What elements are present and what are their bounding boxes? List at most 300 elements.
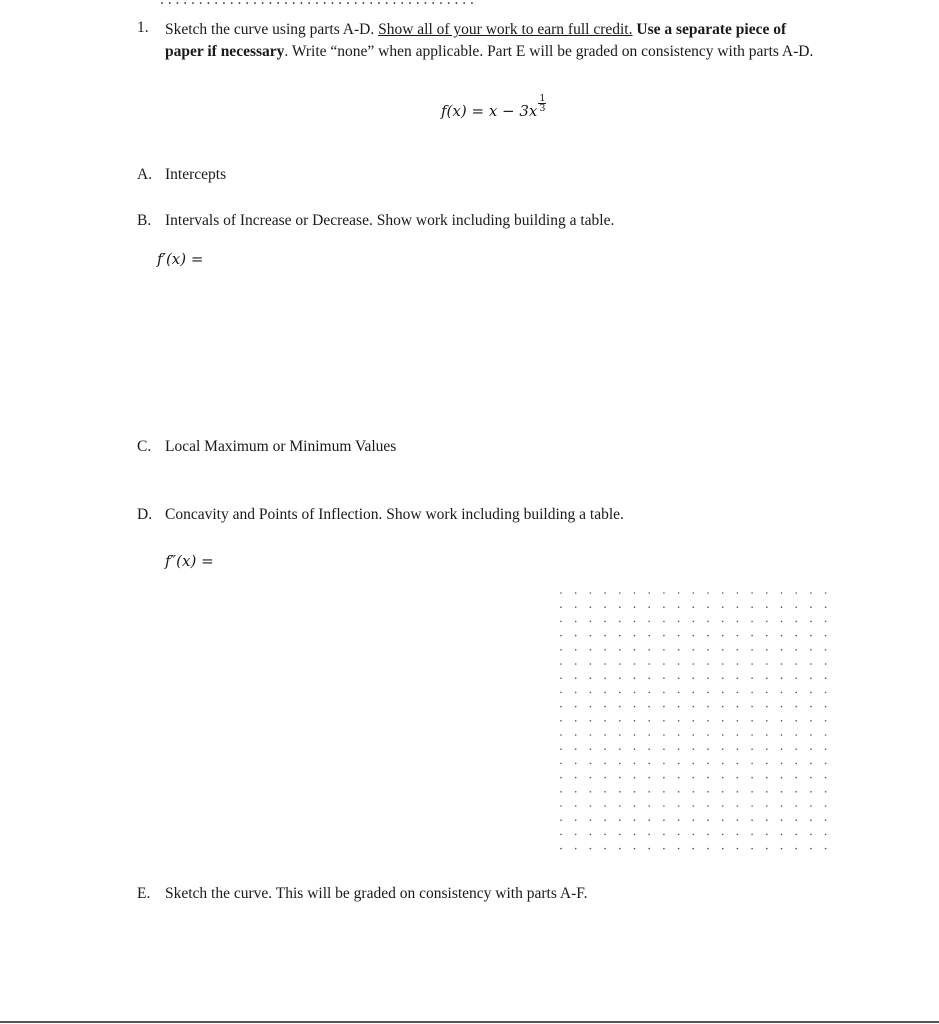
grid-dot <box>722 621 724 623</box>
grid-dot <box>825 748 827 750</box>
grid-dot <box>825 777 827 779</box>
grid-dot <box>575 692 577 694</box>
grid-dot <box>663 834 665 836</box>
grid-dot <box>810 677 812 679</box>
grid-dot <box>663 805 665 807</box>
function-formula <box>441 94 546 120</box>
grid-dot <box>648 848 650 850</box>
grid-dot <box>648 763 650 765</box>
grid-dot <box>737 606 739 608</box>
grid-dot <box>648 621 650 623</box>
grid-dot <box>560 763 562 765</box>
grid-dot <box>693 706 695 708</box>
grid-dot <box>810 635 812 637</box>
grid-dot <box>575 592 577 594</box>
grid-dot <box>678 720 680 722</box>
grid-dot <box>693 592 695 594</box>
instructions-bold: Use a separate piece of paper if necessary <box>165 21 787 60</box>
grid-dot <box>575 606 577 608</box>
grid-dot <box>737 763 739 765</box>
grid-dot <box>693 720 695 722</box>
grid-dot <box>619 819 621 821</box>
grid-dot <box>619 649 621 651</box>
grid-dot <box>634 635 636 637</box>
grid-dot <box>825 677 827 679</box>
grid-dot <box>707 763 709 765</box>
grid-dot <box>648 635 650 637</box>
grid-dot <box>678 805 680 807</box>
grid-dot <box>810 791 812 793</box>
grid-dot <box>590 848 592 850</box>
grid-dot <box>795 635 797 637</box>
grid-dot <box>590 663 592 665</box>
grid-dot <box>810 848 812 850</box>
grid-dot <box>751 734 753 736</box>
grid-dot <box>737 734 739 736</box>
exponent-denominator: 3 <box>539 103 546 114</box>
grid-dot <box>781 592 783 594</box>
grid-dot <box>663 819 665 821</box>
grid-dot <box>737 649 739 651</box>
grid-dot <box>751 777 753 779</box>
grid-dot <box>795 606 797 608</box>
grid-dot <box>781 805 783 807</box>
grid-dot <box>810 649 812 651</box>
grid-dot <box>766 706 768 708</box>
grid-dot <box>575 848 577 850</box>
grid-dot <box>751 819 753 821</box>
grid-dot <box>693 777 695 779</box>
grid-dot <box>722 720 724 722</box>
grid-dot <box>678 848 680 850</box>
grid-dot <box>604 720 606 722</box>
grid-dot <box>678 748 680 750</box>
grid-dot <box>795 592 797 594</box>
grid-dot <box>560 748 562 750</box>
grid-dot <box>781 819 783 821</box>
page-bottom-edge <box>0 1021 939 1023</box>
grid-dot <box>590 621 592 623</box>
question-number: 1. <box>137 19 149 36</box>
grid-dot <box>634 777 636 779</box>
grid-dot <box>634 649 636 651</box>
grid-dot <box>825 763 827 765</box>
grid-dot <box>575 777 577 779</box>
exponent-numerator: 1 <box>539 93 546 104</box>
grid-dot <box>619 763 621 765</box>
grid-dot <box>604 592 606 594</box>
grid-dot <box>707 635 709 637</box>
grid-dot <box>648 592 650 594</box>
part-d-text: Concavity and Points of Inflection. Show work including building a table. <box>165 506 624 523</box>
grid-dot <box>781 692 783 694</box>
grid-dot <box>619 748 621 750</box>
grid-dot <box>722 834 724 836</box>
grid-dot <box>737 805 739 807</box>
grid-dot <box>766 663 768 665</box>
grid-dot <box>663 663 665 665</box>
grid-dot <box>693 621 695 623</box>
grid-dot <box>619 777 621 779</box>
grid-dot <box>560 592 562 594</box>
grid-dot <box>663 635 665 637</box>
grid-dot <box>590 734 592 736</box>
grid-dot <box>678 791 680 793</box>
grid-dot <box>678 777 680 779</box>
grid-dot <box>751 663 753 665</box>
grid-dot <box>560 848 562 850</box>
grid-dot <box>795 777 797 779</box>
grid-dot <box>795 706 797 708</box>
first-derivative-label: f′(x) = <box>157 250 204 268</box>
grid-dot <box>619 805 621 807</box>
grid-dot <box>707 791 709 793</box>
grid-dot <box>810 706 812 708</box>
grid-dot <box>693 677 695 679</box>
grid-dot <box>737 848 739 850</box>
grid-dot <box>634 592 636 594</box>
grid-dot <box>722 734 724 736</box>
grid-dot <box>751 649 753 651</box>
grid-dot <box>766 592 768 594</box>
grid-dot <box>575 621 577 623</box>
grid-dot <box>781 663 783 665</box>
grid-dot <box>766 606 768 608</box>
grid-dot <box>590 748 592 750</box>
grid-dot <box>575 663 577 665</box>
grid-dot <box>751 720 753 722</box>
grid-dot <box>590 606 592 608</box>
grid-dot <box>795 621 797 623</box>
grid-dot <box>678 621 680 623</box>
grid-dot <box>619 621 621 623</box>
part-e-text: Sketch the curve. This will be graded on consistency with parts A-F. <box>165 885 588 902</box>
grid-dot <box>619 706 621 708</box>
grid-dot <box>751 763 753 765</box>
grid-dot <box>604 777 606 779</box>
grid-dot <box>648 606 650 608</box>
grid-dot <box>693 606 695 608</box>
grid-dot <box>810 692 812 694</box>
grid-dot <box>575 791 577 793</box>
grid-dot <box>648 692 650 694</box>
grid-dot <box>795 720 797 722</box>
grid-dot <box>781 621 783 623</box>
grid-dot <box>560 692 562 694</box>
grid-dot <box>722 706 724 708</box>
grid-dot <box>781 748 783 750</box>
grid-dot <box>707 663 709 665</box>
grid-dot <box>648 748 650 750</box>
grid-dot <box>604 606 606 608</box>
part-a-text: Intercepts <box>165 166 227 183</box>
grid-dot <box>766 621 768 623</box>
grid-dot <box>781 734 783 736</box>
grid-dot <box>575 819 577 821</box>
grid-dot <box>663 848 665 850</box>
grid-dot <box>766 649 768 651</box>
grid-dot <box>663 777 665 779</box>
question-instructions <box>165 19 815 63</box>
grid-dot <box>648 720 650 722</box>
grid-dot <box>737 677 739 679</box>
grid-dot <box>781 763 783 765</box>
grid-dot <box>590 649 592 651</box>
grid-dot <box>575 734 577 736</box>
grid-dot <box>810 777 812 779</box>
grid-dot <box>707 748 709 750</box>
grid-dot <box>619 592 621 594</box>
grid-dot <box>722 748 724 750</box>
grid-dot <box>575 748 577 750</box>
grid-dot <box>737 834 739 836</box>
grid-dot <box>707 606 709 608</box>
formula-exponent <box>538 94 546 113</box>
grid-dot <box>619 720 621 722</box>
grid-dot <box>810 734 812 736</box>
grid-dot <box>751 706 753 708</box>
grid-dot <box>751 834 753 836</box>
grid-dot <box>766 819 768 821</box>
grid-dot <box>810 748 812 750</box>
grid-dot <box>604 706 606 708</box>
grid-dot <box>722 592 724 594</box>
grid-dot <box>737 692 739 694</box>
grid-dot <box>693 734 695 736</box>
grid-dot <box>560 649 562 651</box>
grid-dot <box>678 819 680 821</box>
grid-dot <box>766 777 768 779</box>
grid-dot <box>693 805 695 807</box>
grid-dot <box>634 819 636 821</box>
grid-dot <box>648 734 650 736</box>
grid-dot <box>590 805 592 807</box>
grid-dot <box>648 663 650 665</box>
grid-dot <box>604 635 606 637</box>
grid-dot <box>810 592 812 594</box>
grid-dot <box>766 805 768 807</box>
grid-dot <box>693 663 695 665</box>
grid-dot <box>663 621 665 623</box>
grid-dot <box>678 663 680 665</box>
grid-dot <box>795 819 797 821</box>
grid-dot <box>560 734 562 736</box>
grid-dot <box>619 834 621 836</box>
grid-dot <box>707 777 709 779</box>
grid-dot <box>648 791 650 793</box>
grid-dot <box>766 834 768 836</box>
grid-dot <box>810 819 812 821</box>
grid-dot <box>560 663 562 665</box>
grid-dot <box>575 706 577 708</box>
part-e-letter: E. <box>137 885 151 902</box>
grid-dot <box>795 834 797 836</box>
grid-dot <box>766 677 768 679</box>
part-b-letter: B. <box>137 212 152 229</box>
grid-dot <box>560 805 562 807</box>
grid-dot <box>590 791 592 793</box>
grid-dot <box>648 706 650 708</box>
grid-dot <box>590 677 592 679</box>
grid-dot <box>825 692 827 694</box>
grid-dot <box>560 720 562 722</box>
grid-dot <box>707 720 709 722</box>
grid-dot <box>619 692 621 694</box>
grid-dot <box>678 734 680 736</box>
grid-dot <box>810 720 812 722</box>
grid-dot <box>722 692 724 694</box>
second-derivative-label: f″(x) = <box>165 552 214 570</box>
grid-dot <box>678 834 680 836</box>
grid-dot <box>634 706 636 708</box>
grid-dot <box>604 748 606 750</box>
grid-dot <box>722 848 724 850</box>
grid-dot <box>722 777 724 779</box>
instructions-part-2: . Write “none” when applicable. Part E will be graded on consistency with parts A-D. <box>284 43 814 60</box>
grid-dot <box>810 763 812 765</box>
grid-dot <box>810 621 812 623</box>
grid-dot <box>575 649 577 651</box>
grid-dot <box>825 621 827 623</box>
grid-dot <box>604 677 606 679</box>
grid-dot <box>722 805 724 807</box>
grid-dot <box>722 791 724 793</box>
grid-dot <box>678 692 680 694</box>
grid-dot <box>663 592 665 594</box>
grid-dot <box>678 763 680 765</box>
grid-dot <box>604 621 606 623</box>
grid-dot <box>663 677 665 679</box>
grid-dot <box>825 663 827 665</box>
grid-dot <box>707 649 709 651</box>
grid-dot <box>766 692 768 694</box>
grid-dot <box>737 663 739 665</box>
grid-dot <box>604 763 606 765</box>
grid-dot <box>663 706 665 708</box>
grid-dot <box>575 763 577 765</box>
grid-dot <box>590 777 592 779</box>
grid-dot <box>707 692 709 694</box>
grid-dot <box>663 763 665 765</box>
grid-dot <box>737 706 739 708</box>
grid-dot <box>795 791 797 793</box>
grid-dot <box>693 748 695 750</box>
grid-dot <box>825 805 827 807</box>
grid-dot <box>707 834 709 836</box>
grid-dot <box>619 848 621 850</box>
grid-dot <box>560 834 562 836</box>
grid-dot <box>634 663 636 665</box>
instructions-underlined: Show all of your work to earn full credit. <box>378 21 633 38</box>
grid-dot <box>737 791 739 793</box>
grid-dot <box>810 834 812 836</box>
grid-dot <box>590 819 592 821</box>
grid-dot <box>781 606 783 608</box>
grid-dot <box>707 848 709 850</box>
grid-dot <box>722 663 724 665</box>
grid-dot <box>604 805 606 807</box>
grid-dot <box>575 720 577 722</box>
grid-dot <box>619 677 621 679</box>
grid-dot <box>722 763 724 765</box>
grid-dot <box>604 692 606 694</box>
grid-dot <box>619 734 621 736</box>
grid-dot <box>766 748 768 750</box>
grid-dot <box>722 635 724 637</box>
grid-dot <box>737 621 739 623</box>
grid-dot <box>751 621 753 623</box>
grid-dot <box>634 805 636 807</box>
grid-dot <box>693 635 695 637</box>
grid-dot <box>737 819 739 821</box>
grid-dot <box>825 791 827 793</box>
grid-dot <box>766 763 768 765</box>
grid-dot <box>781 649 783 651</box>
grid-dot <box>575 635 577 637</box>
grid-dot <box>781 834 783 836</box>
grid-dot <box>678 677 680 679</box>
grid-dot <box>693 763 695 765</box>
grid-dot <box>634 720 636 722</box>
grid-dot <box>825 635 827 637</box>
grid-dot <box>722 677 724 679</box>
grid-dot <box>825 819 827 821</box>
grid-dot <box>663 748 665 750</box>
grid-dot <box>825 649 827 651</box>
grid-dot <box>634 848 636 850</box>
grid-dot <box>737 720 739 722</box>
grid-dot <box>590 834 592 836</box>
grid-dot <box>751 805 753 807</box>
part-c-text: Local Maximum or Minimum Values <box>165 438 397 455</box>
grid-dot <box>795 848 797 850</box>
grid-dot <box>619 635 621 637</box>
grid-dot <box>795 805 797 807</box>
grid-dot <box>604 734 606 736</box>
formula-lhs: f(x) = x − 3x <box>441 102 538 121</box>
grid-dot <box>575 834 577 836</box>
grid-dot <box>648 649 650 651</box>
grid-dot <box>678 592 680 594</box>
grid-dot <box>560 791 562 793</box>
grid-dot <box>825 734 827 736</box>
part-b-text: Intervals of Increase or Decrease. Show work including building a table. <box>165 212 615 229</box>
grid-dot <box>648 819 650 821</box>
grid-dot <box>693 649 695 651</box>
grid-dot <box>795 663 797 665</box>
grid-dot <box>590 635 592 637</box>
grid-dot <box>590 706 592 708</box>
grid-dot <box>795 763 797 765</box>
grid-dot <box>560 621 562 623</box>
grid-dot <box>751 592 753 594</box>
grid-dot <box>663 606 665 608</box>
grid-dot <box>781 706 783 708</box>
grid-dot <box>751 635 753 637</box>
grid-dot <box>634 734 636 736</box>
grid-dot <box>795 692 797 694</box>
grid-dot <box>810 606 812 608</box>
grid-dot <box>810 805 812 807</box>
grid-dot <box>678 606 680 608</box>
grid-dot <box>781 635 783 637</box>
grid-dot <box>766 734 768 736</box>
grid-dot <box>560 635 562 637</box>
grid-dot <box>737 592 739 594</box>
grid-dot <box>575 805 577 807</box>
grid-dot <box>795 734 797 736</box>
grid-dot <box>648 805 650 807</box>
